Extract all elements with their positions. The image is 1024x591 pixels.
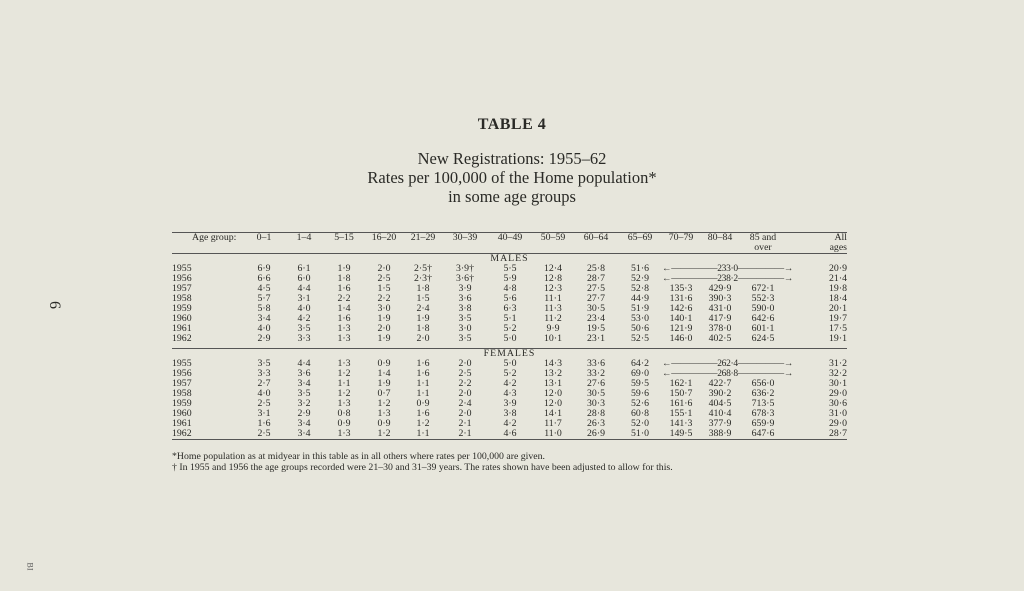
all-ages-cell: 18·4 bbox=[829, 293, 847, 304]
rate-cell: 1·9 bbox=[377, 333, 391, 344]
rate-cell: 388·9 bbox=[700, 429, 740, 440]
all-ages-cell: 20·9 bbox=[829, 263, 847, 274]
rate-cell: 0·9 bbox=[377, 358, 391, 369]
rate-cell: 13·1 bbox=[544, 378, 562, 389]
rate-cell: 6·9 bbox=[257, 263, 271, 274]
rate-cell: 30·5 bbox=[587, 388, 605, 399]
year-cell: 1960 bbox=[172, 313, 192, 324]
rate-cell: 1·6 bbox=[337, 283, 351, 294]
rate-cell: 3·9† bbox=[456, 263, 474, 274]
rate-cell: 590·0 bbox=[751, 303, 775, 314]
all-ages-cell: 28·7 bbox=[786, 429, 847, 440]
year-cell: 1962 bbox=[172, 429, 244, 440]
header-age-group: Age group: bbox=[172, 233, 244, 254]
rate-cell: 3·5 bbox=[257, 358, 271, 369]
rate-cell: 2·9 bbox=[257, 333, 271, 344]
rate-cell: 4·3 bbox=[503, 388, 517, 399]
rate-cell: 1·6 bbox=[257, 418, 271, 429]
rate-cell: 1·8 bbox=[337, 273, 351, 284]
rate-cell: 51·0 bbox=[618, 429, 662, 440]
rate-cell: 11·3 bbox=[544, 303, 562, 314]
rate-cell: 3·9 bbox=[458, 283, 472, 294]
year-cell: 1957 bbox=[172, 378, 192, 389]
females-section bbox=[172, 344, 847, 440]
rate-cell: 3·8 bbox=[503, 408, 517, 419]
rate-cell: 1·3 bbox=[324, 429, 364, 440]
title-block bbox=[0, 116, 1024, 206]
rate-cell: 52·8 bbox=[631, 283, 649, 294]
rate-cell: 0·8 bbox=[337, 408, 351, 419]
header-col: 80–84 bbox=[700, 233, 740, 254]
rate-cell: 64·2 bbox=[631, 358, 649, 369]
rate-cell: 3·1 bbox=[257, 408, 271, 419]
all-ages-cell: 19·1 bbox=[829, 333, 847, 344]
year-cell: 1956 bbox=[172, 273, 192, 284]
rate-cell: 52·0 bbox=[631, 418, 649, 429]
rate-cell: 140·1 bbox=[669, 313, 693, 324]
header-col: 65–69 bbox=[618, 233, 662, 254]
rate-cell: 5·6 bbox=[503, 293, 517, 304]
margin-mark: BI bbox=[25, 562, 35, 571]
header-col: 16–20 bbox=[364, 233, 404, 254]
table-row bbox=[172, 334, 847, 344]
rate-cell: 155·1 bbox=[669, 408, 693, 419]
rate-cell: 1·9 bbox=[377, 378, 391, 389]
rate-cell: 659·9 bbox=[751, 418, 775, 429]
year-cell: 1960 bbox=[172, 408, 192, 419]
rate-cell: 1·6 bbox=[416, 408, 430, 419]
rate-cell: 3·5 bbox=[297, 323, 311, 334]
rate-cell: 3·1 bbox=[297, 293, 311, 304]
table-title: TABLE 4 bbox=[477, 116, 547, 133]
year-cell: 1955 bbox=[172, 263, 192, 274]
rate-cell: 2·0 bbox=[458, 388, 472, 399]
rate-cell: 26·9 bbox=[574, 429, 618, 440]
rate-cell: 12·8 bbox=[544, 273, 562, 284]
rate-cell: 30·3 bbox=[587, 398, 605, 409]
rate-cell: 2·1 bbox=[442, 429, 488, 440]
rate-cell: 1·4 bbox=[377, 368, 391, 379]
rate-cell: 0·7 bbox=[377, 388, 391, 399]
rate-cell: 3·5 bbox=[458, 313, 472, 324]
header-col: 85 and over bbox=[740, 233, 786, 254]
rate-cell: 53·0 bbox=[631, 313, 649, 324]
rate-cell: 3·2 bbox=[297, 398, 311, 409]
rate-cell: 11·7 bbox=[544, 418, 562, 429]
rate-cell: 13·2 bbox=[544, 368, 562, 379]
header-col: 1–4 bbox=[284, 233, 324, 254]
rate-cell: 2·5 bbox=[458, 368, 472, 379]
rate-cell: 12·0 bbox=[544, 388, 562, 399]
rate-cell: 161·6 bbox=[669, 398, 693, 409]
rate-cell: 1·2 bbox=[337, 368, 351, 379]
subtitle-line-2: Rates per 100,000 of the Home population* bbox=[367, 168, 657, 187]
rate-cell: 23·4 bbox=[587, 313, 605, 324]
rate-cell: 12·3 bbox=[544, 283, 562, 294]
rate-cell: 3·5 bbox=[297, 388, 311, 399]
rate-cell: 2·3† bbox=[414, 273, 432, 284]
rate-cell: 3·0 bbox=[458, 323, 472, 334]
rate-cell: 4·5 bbox=[257, 283, 271, 294]
rate-cell: 3·4 bbox=[257, 313, 271, 324]
rate-cell: 5·2 bbox=[503, 368, 517, 379]
rate-cell: 9·9 bbox=[546, 323, 560, 334]
rate-cell: 5·7 bbox=[257, 293, 271, 304]
rate-cell: 1·5 bbox=[416, 293, 430, 304]
rate-cell: 3·9 bbox=[503, 398, 517, 409]
rate-cell: 10·1 bbox=[544, 333, 562, 344]
all-ages-cell: 30·1 bbox=[829, 378, 847, 389]
rate-cell: 4·2 bbox=[503, 418, 517, 429]
rate-cell: 1·1 bbox=[416, 388, 430, 399]
rate-cell: 4·2 bbox=[297, 313, 311, 324]
rate-cell: 51·6 bbox=[631, 263, 649, 274]
combined-rate-cell: ←—————268·8—————→ bbox=[662, 369, 794, 379]
rate-cell: 23·1 bbox=[587, 333, 605, 344]
year-cell: 1961 bbox=[172, 418, 192, 429]
year-cell: 1959 bbox=[172, 398, 192, 409]
all-ages-cell: 29·0 bbox=[829, 388, 847, 399]
rate-cell: 4·8 bbox=[503, 283, 517, 294]
rate-cell: 131·6 bbox=[669, 293, 693, 304]
table-row bbox=[172, 429, 847, 440]
page-number: 6 bbox=[46, 301, 63, 309]
rate-cell: 11·1 bbox=[544, 293, 562, 304]
header-row bbox=[172, 233, 847, 254]
combined-rate-cell: ←—————262·4—————→ bbox=[662, 359, 794, 369]
all-ages-cell: 20·1 bbox=[829, 303, 847, 314]
section-label-males: MALES bbox=[490, 253, 529, 264]
header-col: 21–29 bbox=[404, 233, 442, 254]
rate-cell: 1·8 bbox=[416, 323, 430, 334]
rate-cell: 404·5 bbox=[708, 398, 732, 409]
rate-cell: 5·2 bbox=[503, 323, 517, 334]
rate-cell: 3·6 bbox=[458, 293, 472, 304]
rate-cell: 0·9 bbox=[377, 418, 391, 429]
rate-cell: 422·7 bbox=[708, 378, 732, 389]
rate-cell: 1·3 bbox=[337, 333, 351, 344]
registrations-table bbox=[172, 232, 847, 440]
rate-cell: 656·0 bbox=[751, 378, 775, 389]
rate-cell: 2·2 bbox=[377, 293, 391, 304]
rate-cell: 4·0 bbox=[257, 388, 271, 399]
rate-cell: 601·1 bbox=[751, 323, 775, 334]
rate-cell: 146·0 bbox=[669, 333, 693, 344]
rate-cell: 5·8 bbox=[257, 303, 271, 314]
rate-cell: 1·2 bbox=[377, 398, 391, 409]
rate-cell: 162·1 bbox=[669, 378, 693, 389]
section-label-females: FEMALES bbox=[172, 349, 847, 360]
rate-cell: 26·3 bbox=[587, 418, 605, 429]
rate-cell: 2·2 bbox=[458, 378, 472, 389]
year-cell: 1956 bbox=[172, 368, 192, 379]
rate-cell: 3·6† bbox=[456, 273, 474, 284]
header-col: 40–49 bbox=[488, 233, 532, 254]
rate-cell: 672·1 bbox=[751, 283, 775, 294]
rate-cell: 2·4 bbox=[416, 303, 430, 314]
year-cell: 1961 bbox=[172, 323, 192, 334]
all-ages-cell: 17·5 bbox=[829, 323, 847, 334]
rate-cell: 121·9 bbox=[669, 323, 693, 334]
combined-rate-cell: ←—————238·2—————→ bbox=[662, 274, 794, 284]
rate-cell: 1·2 bbox=[416, 418, 430, 429]
rate-cell: 33·2 bbox=[587, 368, 605, 379]
rate-cell: 25·8 bbox=[587, 263, 605, 274]
rate-cell: 2·5 bbox=[257, 398, 271, 409]
rate-cell: 417·9 bbox=[708, 313, 732, 324]
rate-cell: 1·5 bbox=[377, 283, 391, 294]
rate-cell: 3·3 bbox=[257, 368, 271, 379]
rate-cell: 2·0 bbox=[377, 323, 391, 334]
rate-cell: 1·9 bbox=[337, 263, 351, 274]
rate-cell: 1·3 bbox=[337, 323, 351, 334]
rate-cell: 50·6 bbox=[631, 323, 649, 334]
rate-cell: 4·4 bbox=[297, 358, 311, 369]
rate-cell: 3·4 bbox=[284, 429, 324, 440]
rate-cell: 2·1 bbox=[458, 418, 472, 429]
males-section bbox=[172, 254, 847, 345]
rate-cell: 2·2 bbox=[337, 293, 351, 304]
rate-cell: 1·2 bbox=[337, 388, 351, 399]
rate-cell: 624·5 bbox=[751, 333, 775, 344]
rate-cell: 11·2 bbox=[544, 313, 562, 324]
footnote-dagger: † In 1955 and 1956 the age groups recorded were 21–30 and 31–39 years. The rates shown have been adjusted to allow for this. bbox=[172, 462, 673, 473]
rate-cell: 6·3 bbox=[503, 303, 517, 314]
rate-cell: 5·5 bbox=[503, 263, 517, 274]
all-ages-cell: 30·6 bbox=[829, 398, 847, 409]
rate-cell: 3·5 bbox=[458, 333, 472, 344]
rate-cell: 1·1 bbox=[416, 378, 430, 389]
rate-cell: 30·5 bbox=[587, 303, 605, 314]
rate-cell: 5·1 bbox=[503, 313, 517, 324]
rate-cell: 1·6 bbox=[416, 368, 430, 379]
rate-cell: 431·0 bbox=[708, 303, 732, 314]
all-ages-cell: 19·7 bbox=[829, 313, 847, 324]
rate-cell: 647·6 bbox=[740, 429, 786, 440]
rate-cell: 4·2 bbox=[503, 378, 517, 389]
rate-cell: 6·6 bbox=[257, 273, 271, 284]
rate-cell: 642·6 bbox=[751, 313, 775, 324]
rate-cell: 6·1 bbox=[297, 263, 311, 274]
rate-cell: 44·9 bbox=[631, 293, 649, 304]
rate-cell: 2·5 bbox=[244, 429, 284, 440]
rate-cell: 1·9 bbox=[377, 313, 391, 324]
rate-cell: 52·6 bbox=[631, 398, 649, 409]
footnotes bbox=[172, 451, 673, 473]
rate-cell: 678·3 bbox=[751, 408, 775, 419]
rate-cell: 2·5† bbox=[414, 263, 432, 274]
rate-cell: 14·3 bbox=[544, 358, 562, 369]
rate-cell: 69·0 bbox=[631, 368, 649, 379]
rate-cell: 2·4 bbox=[458, 398, 472, 409]
year-cell: 1962 bbox=[172, 333, 192, 344]
rate-cell: 3·3 bbox=[297, 333, 311, 344]
rate-cell: 149·5 bbox=[662, 429, 700, 440]
all-ages-cell: 19·8 bbox=[829, 283, 847, 294]
header-col: 30–39 bbox=[442, 233, 488, 254]
year-cell: 1955 bbox=[172, 358, 192, 369]
rate-cell: 142·6 bbox=[669, 303, 693, 314]
rate-cell: 3·0 bbox=[377, 303, 391, 314]
rate-cell: 2·7 bbox=[257, 378, 271, 389]
rate-cell: 28·7 bbox=[587, 273, 605, 284]
all-ages-cell: 29·0 bbox=[829, 418, 847, 429]
rate-cell: 429·9 bbox=[708, 283, 732, 294]
year-cell: 1957 bbox=[172, 283, 192, 294]
rate-cell: 1·4 bbox=[337, 303, 351, 314]
rate-cell: 1·1 bbox=[337, 378, 351, 389]
rate-cell: 713·5 bbox=[751, 398, 775, 409]
rate-cell: 552·3 bbox=[751, 293, 775, 304]
rate-cell: 2·0 bbox=[458, 408, 472, 419]
rate-cell: 1·9 bbox=[416, 313, 430, 324]
header-col: 0–1 bbox=[244, 233, 284, 254]
year-cell: 1958 bbox=[172, 388, 192, 399]
rate-cell: 28·8 bbox=[587, 408, 605, 419]
rate-cell: 33·6 bbox=[587, 358, 605, 369]
rate-cell: 1·6 bbox=[337, 313, 351, 324]
rate-cell: 390·3 bbox=[708, 293, 732, 304]
rate-cell: 3·6 bbox=[297, 368, 311, 379]
rate-cell: 390·2 bbox=[708, 388, 732, 399]
rate-cell: 59·5 bbox=[631, 378, 649, 389]
rate-cell: 27·6 bbox=[587, 378, 605, 389]
rate-cell: 6·0 bbox=[297, 273, 311, 284]
footnote-asterisk: *Home population as at midyear in this table as in all others where rates per 100,000 are given. bbox=[172, 451, 545, 462]
header-col: All ages bbox=[786, 233, 847, 254]
rate-cell: 2·0 bbox=[416, 333, 430, 344]
rate-cell: 5·0 bbox=[503, 333, 517, 344]
rate-cell: 3·4 bbox=[297, 418, 311, 429]
combined-rate-cell: ←—————233·0—————→ bbox=[662, 264, 794, 274]
rate-cell: 4·0 bbox=[257, 323, 271, 334]
rate-cell: 402·5 bbox=[708, 333, 732, 344]
rate-cell: 60·8 bbox=[631, 408, 649, 419]
rate-cell: 135·3 bbox=[669, 283, 693, 294]
all-ages-cell: 21·4 bbox=[829, 273, 847, 284]
rate-cell: 14·1 bbox=[544, 408, 562, 419]
rate-cell: 3·8 bbox=[458, 303, 472, 314]
rate-cell: 5·9 bbox=[503, 273, 517, 284]
rate-cell: 51·9 bbox=[631, 303, 649, 314]
subtitle-line-1: New Registrations: 1955–62 bbox=[417, 149, 607, 168]
rate-cell: 0·9 bbox=[337, 418, 351, 429]
rate-cell: 52·5 bbox=[631, 333, 649, 344]
header-col: 50–59 bbox=[532, 233, 574, 254]
rate-cell: 141·3 bbox=[669, 418, 693, 429]
rate-cell: 2·9 bbox=[297, 408, 311, 419]
subtitle-line-3: in some age groups bbox=[448, 187, 576, 206]
header-col: 70–79 bbox=[662, 233, 700, 254]
header-col: 60–64 bbox=[574, 233, 618, 254]
rate-cell: 150·7 bbox=[669, 388, 693, 399]
rate-cell: 4·0 bbox=[297, 303, 311, 314]
rate-cell: 27·7 bbox=[587, 293, 605, 304]
rate-cell: 1·6 bbox=[416, 358, 430, 369]
year-cell: 1959 bbox=[172, 303, 192, 314]
rate-cell: 19·5 bbox=[587, 323, 605, 334]
all-ages-cell: 32·2 bbox=[829, 368, 847, 379]
all-ages-cell: 31·2 bbox=[829, 358, 847, 369]
rate-cell: 2·5 bbox=[377, 273, 391, 284]
rate-cell: 0·9 bbox=[416, 398, 430, 409]
rate-cell: 12·4 bbox=[544, 263, 562, 274]
year-cell: 1958 bbox=[172, 293, 192, 304]
rate-cell: 59·6 bbox=[631, 388, 649, 399]
rate-cell: 11·0 bbox=[532, 429, 574, 440]
rate-cell: 4·4 bbox=[297, 283, 311, 294]
rate-cell: 27·5 bbox=[587, 283, 605, 294]
rate-cell: 377·9 bbox=[708, 418, 732, 429]
rate-cell: 5·0 bbox=[503, 358, 517, 369]
rate-cell: 2·0 bbox=[377, 263, 391, 274]
rate-cell: 1·3 bbox=[377, 408, 391, 419]
rate-cell: 1·8 bbox=[416, 283, 430, 294]
rate-cell: 2·0 bbox=[458, 358, 472, 369]
all-ages-cell: 31·0 bbox=[829, 408, 847, 419]
rate-cell: 12·0 bbox=[544, 398, 562, 409]
rate-cell: 1·3 bbox=[337, 358, 351, 369]
rate-cell: 4·6 bbox=[488, 429, 532, 440]
rate-cell: 1·3 bbox=[337, 398, 351, 409]
rate-cell: 52·9 bbox=[631, 273, 649, 284]
rate-cell: 1·1 bbox=[404, 429, 442, 440]
rate-cell: 3·4 bbox=[297, 378, 311, 389]
rate-cell: 636·2 bbox=[751, 388, 775, 399]
rate-cell: 1·2 bbox=[364, 429, 404, 440]
rate-cell: 378·0 bbox=[708, 323, 732, 334]
header-col: 5–15 bbox=[324, 233, 364, 254]
rate-cell: 410·4 bbox=[708, 408, 732, 419]
